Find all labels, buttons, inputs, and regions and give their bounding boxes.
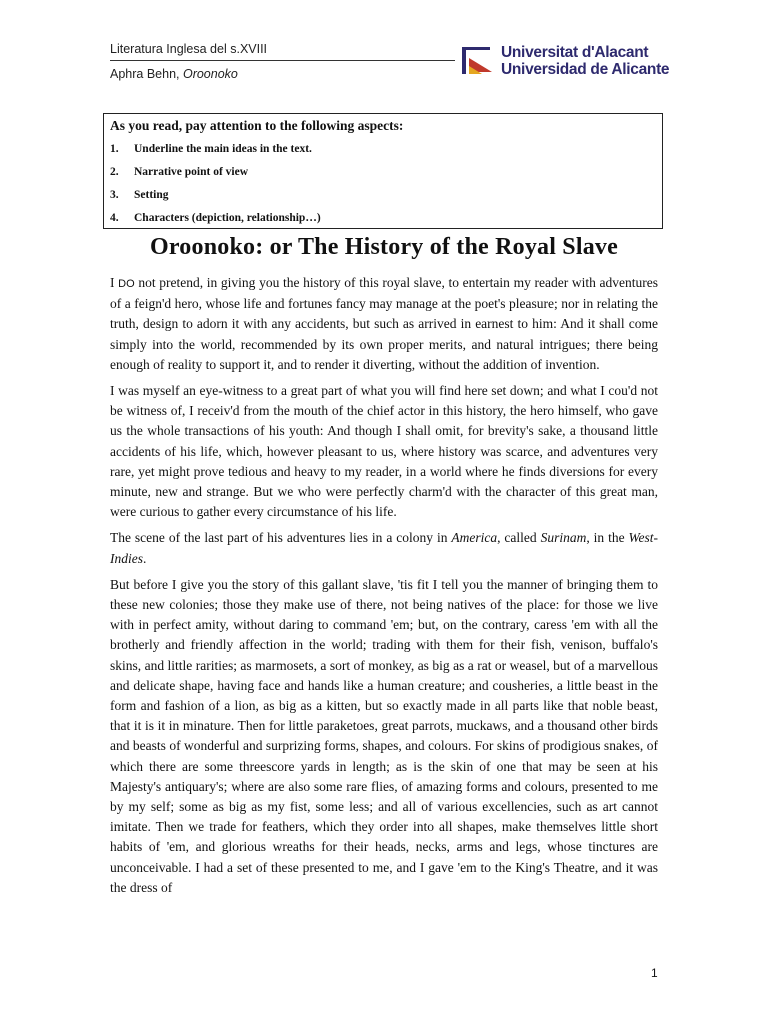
- aspect-item: [110, 212, 321, 224]
- university-emblem-icon: [460, 44, 496, 78]
- place-west-indies: West-Indies: [110, 530, 659, 566]
- university-name: [501, 44, 669, 78]
- aspect-number: 3.: [110, 189, 119, 201]
- author-line: [110, 65, 455, 83]
- aspect-item: [110, 189, 169, 201]
- aspect-text: Narrative point of view: [134, 166, 249, 178]
- header-left: [110, 40, 455, 83]
- aspects-title: As you read, pay attention to the following aspects:: [110, 118, 404, 133]
- paragraph-3-text: , in the: [586, 530, 629, 546]
- paragraph-3: [110, 528, 658, 568]
- aspect-item: [110, 143, 312, 155]
- author-name: Aphra Behn,: [110, 67, 183, 81]
- body-text: [110, 273, 658, 904]
- dropcap: I: [110, 275, 119, 290]
- university-name-spanish: Universidad de Alicante: [501, 61, 670, 78]
- aspect-number: 2.: [110, 166, 119, 178]
- paragraph-3-text: , called: [497, 530, 541, 546]
- aspect-text: Setting: [134, 189, 169, 201]
- aspect-text: Characters (depiction, relationship…): [134, 212, 321, 224]
- aspect-text: Underline the main ideas in the text.: [134, 143, 312, 155]
- reading-aspects-box: [103, 113, 663, 229]
- aspect-number: 4.: [110, 212, 119, 224]
- paragraph-3-text: The scene of the last part of his adventures lies in a colony in: [110, 530, 452, 546]
- smallcaps-word: DO: [118, 278, 135, 290]
- document-title: Oroonoko: or The History of the Royal Slave: [150, 234, 618, 260]
- work-title: Oroonoko: [182, 67, 238, 81]
- aspect-item: [110, 166, 248, 178]
- paragraph-3-text: .: [143, 550, 147, 566]
- university-logo: [460, 44, 669, 78]
- paragraph-1: [110, 273, 658, 375]
- paragraph-2: I was myself an eye-witness to a great part of what you will find here set down; and what I cou'd not be witness of, I receiv'd from the mouth of the chief actor in this history, the hero himself, who gave us the whole transactions of his youth: And though I shall omit, for brevity's sake, a thousand little accidents of his life, which, however pleasant to us, where history was scarce, and adventures very rare, yet might prove tedious and heavy to my reader, in a world where he finds diversions for every minute, new and strange. But we who were perfectly charm'd with the character of this great man, were curious to gather every circumstance of his life.: [110, 383, 658, 520]
- university-name-catalan: Universitat d'Alacant: [501, 44, 649, 61]
- page-number: 1: [651, 966, 658, 980]
- place-surinam: Surinam: [540, 530, 587, 546]
- place-america: America: [451, 530, 498, 546]
- paragraph-4: But before I give you the story of this gallant slave, 'tis fit I tell you the manner of bringing them to these new colonies; those they make use of there, not being natives of the place: for those we live with in perfect amity, without daring to command 'em; but, on the contrary, caress 'em with all the brotherly and friendly affection in the world; trading with them for their fish, venison, buffalo's skins, and little rarities; as marmosets, a sort of monkey, as big as a rat or weasel, but of a marvellous and delicate shape, having face and hands like a human creature; and cousheries, a little beast in the form and fashion of a lion, as big as a kitten, but so exactly made in all parts like that noble beast, that it is it in minature. Then for little paraketoes, great parrots, muckaws, and a thousand other birds and beasts of wonderful and surprizing forms, shapes, and colours. For skins of prodigious snakes, of which there are some threescore yards in length; as is the skin of one that may be seen at his Majesty's antiquary's; where are also some rare flies, of amazing forms and colours, presented to me by my self; some as big as my fist, some less; and all of various excellencies, such as art cannot imitate. Then we trade for feathers, which they order into all shapes, make themselves little short habits of 'em, and glorious wreaths for their heads, necks, arms and legs, whose tinctures are unconceivable. I had a set of these presented to me, and I gave 'em to the King's Theatre, and it was the dress of: [110, 576, 658, 895]
- paragraph-1-text: not pretend, in giving you the history of this royal slave, to entertain my reader with adventures of a feign'd hero, whose life and fortunes fancy may manage at the poet's pleasure; nor in relating the truth, design to adorn it with any accidents, but such as arrived in earnest to him: And it shall come simply into the world, recommended by its own proper merits, and natural intrigues; there being enough of reality to support it, and to render it diverting, without the addition of invention.: [110, 275, 658, 372]
- aspect-number: 1.: [110, 143, 119, 155]
- course-title: Literatura Inglesa del s.XVIII: [110, 40, 455, 61]
